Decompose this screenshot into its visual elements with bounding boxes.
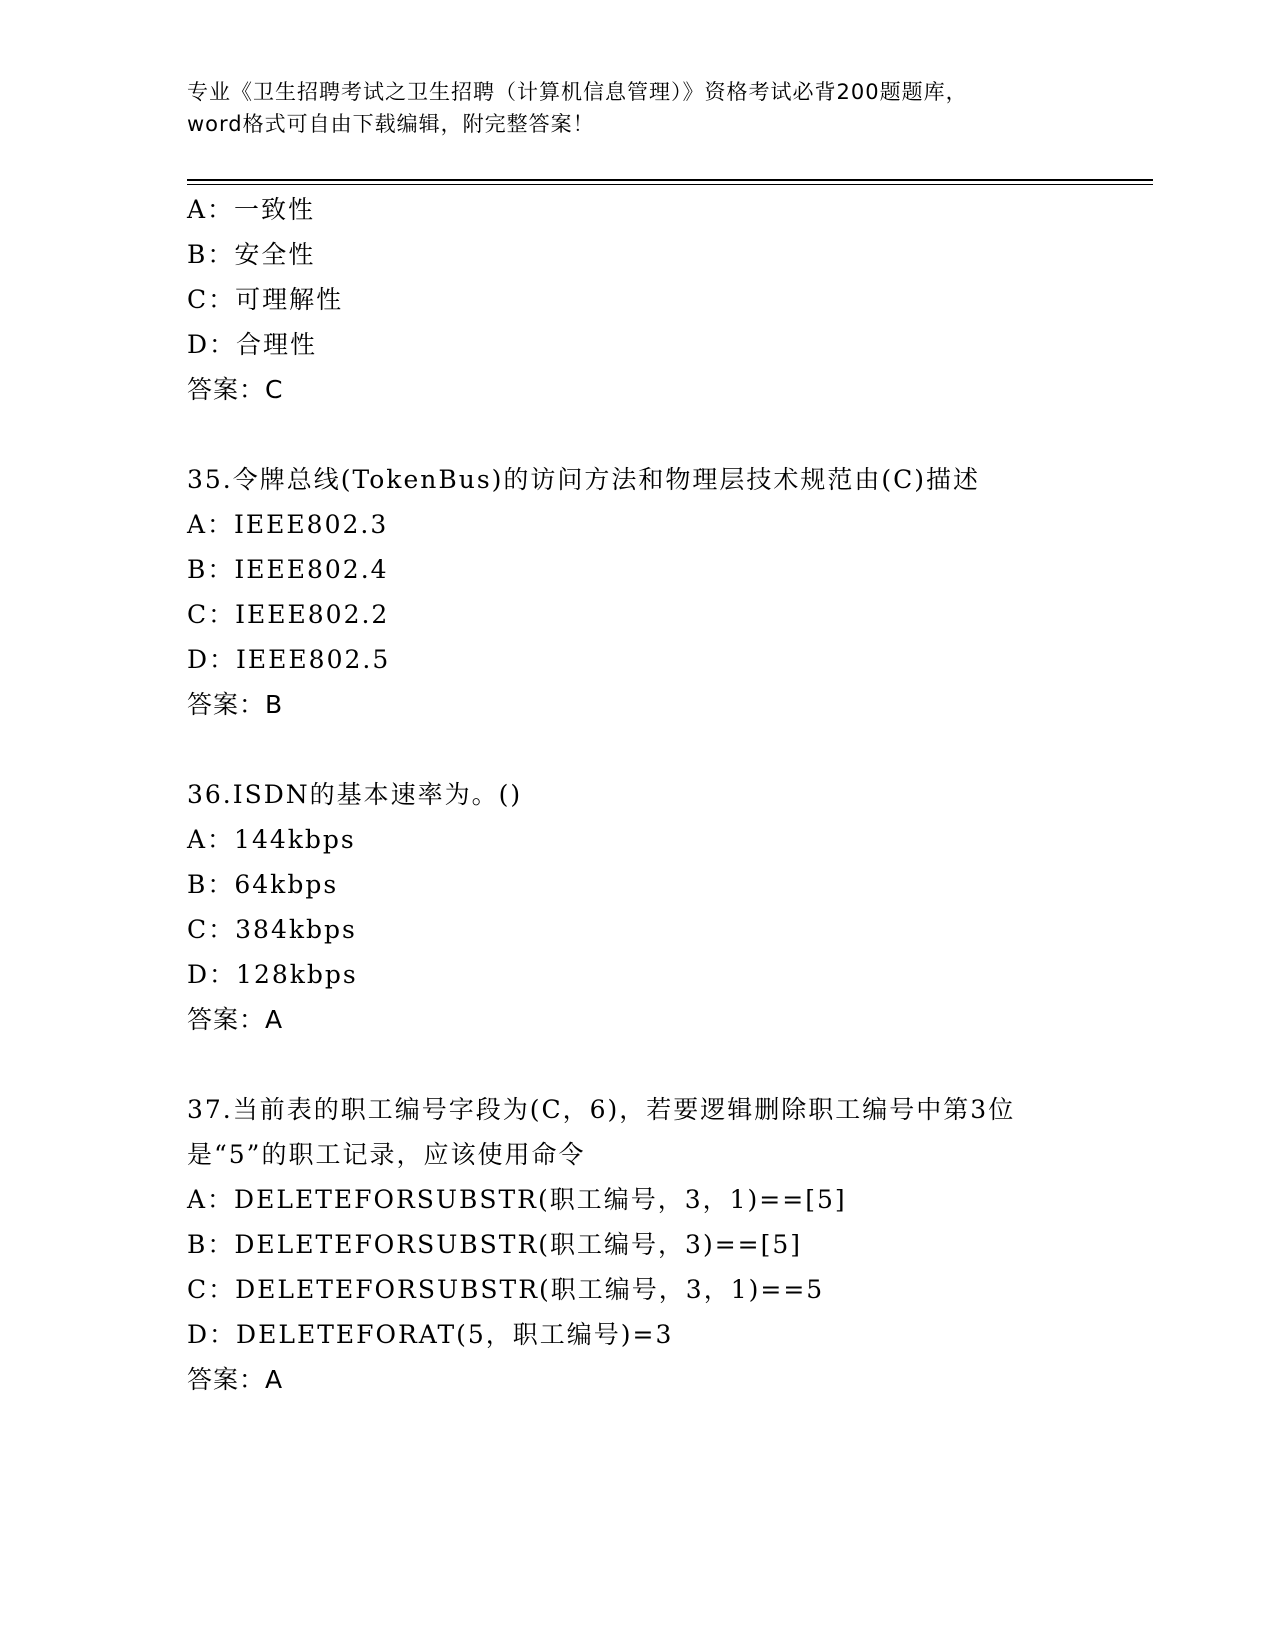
q35-option-a: A：IEEE802.3 [187, 510, 389, 539]
q34-option-b: B：安全性 [187, 240, 316, 269]
header-divider-thin [187, 184, 1153, 185]
q36-option-c: C：384kbps [187, 915, 357, 944]
q37-question-line-2: 是“5”的职工记录，应该使用命令 [187, 1140, 586, 1169]
q35-question: 35.令牌总线(TokenBus)的访问方法和物理层技术规范由(C)描述 [187, 465, 981, 494]
q37-option-a: A：DELETEFORSUBSTR(职工编号，3，1)==[5] [187, 1185, 847, 1214]
q37-option-d: D：DELETEFORAT(5，职工编号)=3 [187, 1320, 674, 1349]
q35-option-c: C：IEEE802.2 [187, 600, 390, 629]
q36-answer: 答案：A [187, 1005, 284, 1034]
q37-question-line-1: 37.当前表的职工编号字段为(C，6)，若要逻辑删除职工编号中第3位 [187, 1095, 1016, 1124]
header-divider-thick [187, 179, 1153, 181]
q34-option-c: C：可理解性 [187, 285, 344, 314]
q34-option-d: D：合理性 [187, 330, 318, 359]
q37-answer: 答案：A [187, 1365, 284, 1394]
header-line-2: word格式可自由下载编辑，附完整答案！ [187, 112, 595, 136]
q35-option-b: B：IEEE802.4 [187, 555, 389, 584]
q36-option-b: B：64kbps [187, 870, 339, 899]
q36-question: 36.ISDN的基本速率为。() [187, 780, 523, 809]
q37-option-c: C：DELETEFORSUBSTR(职工编号，3，1)==5 [187, 1275, 825, 1304]
q35-option-d: D：IEEE802.5 [187, 645, 391, 674]
q35-answer: 答案：B [187, 690, 284, 719]
q34-answer: 答案：C [187, 375, 284, 404]
q37-option-b: B：DELETEFORSUBSTR(职工编号，3)==[5] [187, 1230, 803, 1259]
q34-option-a: A：一致性 [187, 195, 316, 224]
header-line-1: 专业《卫生招聘考试之卫生招聘（计算机信息管理）》资格考试必背200题题库， [187, 80, 968, 104]
document-header [187, 76, 1087, 140]
q36-option-a: A：144kbps [187, 825, 356, 854]
q36-option-d: D：128kbps [187, 960, 358, 989]
